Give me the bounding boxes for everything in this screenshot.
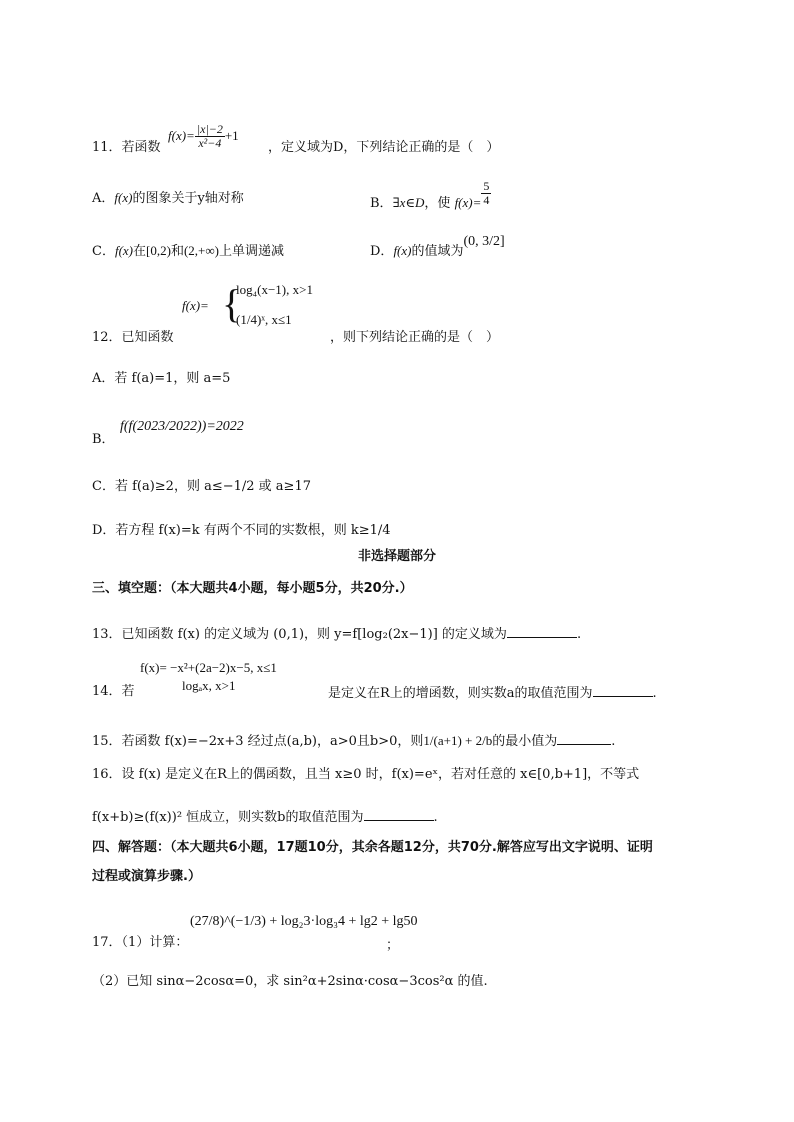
q11-option-b: B．∃x∈D，使 f(x)= $\frac{5}{4}$ xyxy=(370,179,490,211)
q17-part1-expr: (27/8)^(−1/3) + log₂3·log₃4 + lg2 + lg50 xyxy=(190,914,418,929)
q17-part1-end: ； xyxy=(386,938,400,953)
q12-case1: log₄(x−1), x>1 xyxy=(236,282,313,297)
q14-case2: logₐx, x>1 xyxy=(182,678,236,693)
q12-case2: (1/4)ˣ, x≤1 xyxy=(236,312,292,327)
section-4-heading-2: 过程或演算步骤.） xyxy=(92,869,201,884)
part-title: 非选择题部分 xyxy=(357,549,436,564)
q17-part2: （2）已知 sinα−2cosα=0，求 sin²α+2sinα·cosα−3cos²α 的值. xyxy=(92,974,488,989)
q12-option-b-math: f(f(2023/2022))=2022 xyxy=(120,419,244,434)
q12-option-d: D．若方程 f(x)=k 有两个不同的实数根，则 k≥1/4 xyxy=(92,523,391,538)
q12-brace: { xyxy=(222,281,242,326)
q14-fx: f(x)= −x²+(2a−2)x−5, x≤1 xyxy=(140,660,277,675)
q14-tail: 是定义在R上的增函数，则实数a的取值范围为 . xyxy=(328,686,657,701)
q12-option-a: A．若 f(a)=1，则 a=5 xyxy=(92,371,231,386)
q11-option-c: C．f(x)在[0,2)和(2,+∞)上单调递减 xyxy=(92,243,284,259)
q11-stem: 11．若函数 xyxy=(92,140,161,155)
q12-option-b-label: B． xyxy=(92,432,115,447)
q16-line2: f(x+b)≥(f(x))² 恒成立，则实数b的取值范围为 . xyxy=(92,810,438,825)
q12-fx: f(x)= xyxy=(182,298,209,313)
q11-function: f(x)= $\frac{|x|-2}{\text{x²−4}}$ +1 xyxy=(168,122,239,150)
q13: 13．已知函数 f(x) 的定义域为 (0,1)，则 y=f[log₂(2x−1)] 的定义域为 . xyxy=(92,627,582,642)
q15: 15．若函数 f(x)=−2x+3 经过点(a,b)，a>0且b>0，则1/(a+1) + 2/b的最小值为 . xyxy=(92,733,616,749)
q12-option-c: C．若 f(a)≥2，则 a≤−1/2 或 a≥17 xyxy=(92,479,311,494)
q17-part1-label: 17．（1）计算： xyxy=(92,935,189,950)
q16-line1: 16．设 f(x) 是定义在R上的偶函数，且当 x≥0 时，f(x)=eˣ，若对任意的 x∈[0,b+1]，不等式 xyxy=(92,767,640,782)
section-4-heading-1: 四、解答题：（本大题共6小题，17题10分，其余各题12分，共70分.解答应写出文字说明、证明 xyxy=(92,840,653,855)
q11-tail: ，定义域为D，下列结论正确的是（ ） xyxy=(268,140,500,155)
q12-tail: ，则下列结论正确的是（ ） xyxy=(330,330,500,345)
q12-stem: 12．已知函数 xyxy=(92,330,174,345)
q11-option-d: D．f(x)的值域为(0, 3/2] xyxy=(370,234,505,259)
q14-stem: 14．若 xyxy=(92,684,135,699)
q11-option-a: A．f(x)的图象关于y轴对称 xyxy=(92,190,244,206)
section-3-heading: 三、填空题：（本大题共4小题，每小题5分，共20分.） xyxy=(92,581,413,596)
